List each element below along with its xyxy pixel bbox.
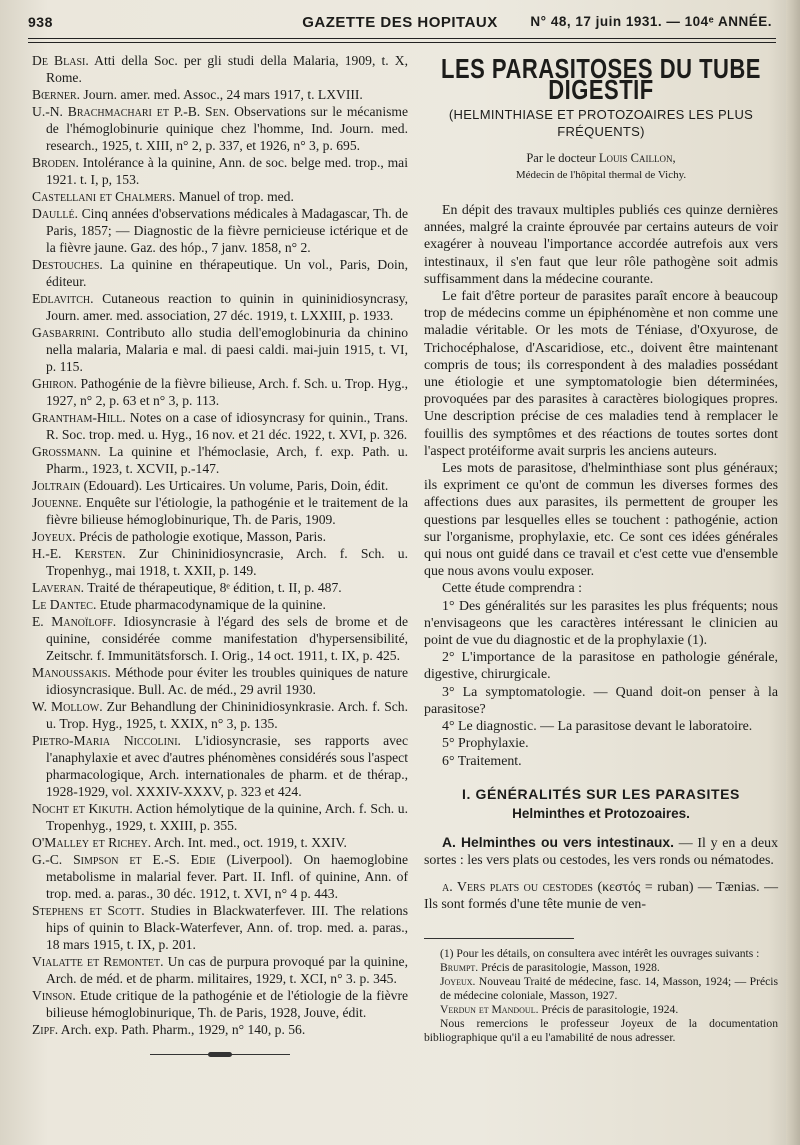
issue-info: N° 48, 17 juin 1931. — 104ᵉ ANNÉE.	[530, 14, 772, 29]
reference-author: Laveran.	[32, 580, 85, 595]
reference-author: Bœrner.	[32, 87, 81, 102]
reference-entry	[32, 290, 408, 324]
reference-entry	[32, 902, 408, 953]
reference-entry	[32, 732, 408, 800]
reference-author: De Blasi.	[32, 53, 89, 68]
reference-entry	[32, 596, 408, 613]
footnote-work	[424, 1003, 778, 1017]
reference-entry	[32, 477, 408, 494]
reference-entry	[32, 443, 408, 477]
reference-author: Vinson.	[32, 988, 76, 1003]
reference-author: Joyeux.	[32, 529, 76, 544]
header-rule	[28, 38, 776, 39]
reference-text: La quinine et l'hémoclasie, Arch, f. exp. Path. u. Pharm., 1923, t. XCVII, p.-147.	[46, 444, 408, 476]
reference-text: Méthode pour éviter les troubles quiniques de nature idiosyncrasique. Bull. Ac. de méd., 29 avril 1930.	[46, 665, 408, 697]
reference-author: E. Manoïloff.	[32, 614, 117, 629]
reference-entry	[32, 1021, 408, 1038]
reference-author: O'Malley et Richey.	[32, 835, 152, 850]
author-prefix: Par le docteur	[526, 151, 599, 165]
footnote-work	[424, 961, 778, 975]
reference-text: Zur Chininidiosyncrasie, Arch. f. Sch. u. Tropenhyg., mai 1918, t. XXII, p. 149.	[46, 546, 408, 578]
footnote-intro: (1) Pour les détails, on consultera avec intérêt les ouvrages suivants :	[440, 946, 760, 960]
reference-author: Ghiron.	[32, 376, 77, 391]
subsection-lead: a. Vers plats ou cestodes	[442, 880, 593, 896]
reference-text: Idiosyncrasie à l'égard des sels de brome et de quinine, considérée comme manifestation d'hypersensibilité, Zeitschr. f. Immunitätsforsch. I. Orig., 14 oct. 1911, t. IX, p. 425.	[46, 614, 408, 663]
reference-text: Atti della Soc. per gli studi della Malaria, 1909, t. X, Rome.	[46, 53, 408, 85]
reference-entry	[32, 834, 408, 851]
references-column	[32, 52, 408, 1058]
reference-text: Etude critique de la pathogénie et de l'étiologie de la fièvre bilieuse hémoglobinurique, Th. de Paris, 1928, Jouve, édit.	[46, 988, 408, 1020]
reference-entry	[32, 851, 408, 902]
paragraph: En dépit des travaux multiples publiés ces quinze dernières années, malgré la crainte éprouvée par certains auteurs de voir exagérer à nouveau l'importance accordée autrefois aux vers intestinaux, il s'en faut que leur rôle pathogène soit admis suffisamment dans la médecine courante.	[424, 203, 778, 287]
footnote-work	[424, 975, 778, 1003]
reference-text: La quinine en thérapeutique. Un vol., Paris, Doin, éditeur.	[46, 257, 408, 289]
paragraph: Le fait d'être porteur de parasites paraît encore à beaucoup trop de médecins comme un épiphénomène et non comme une maladie véritable. Or les mots de Téniase, d'Oxyurose, de Trichocéphalose, d'Ascaridiose, etc., doivent être maintenant compris de tous; ils correspondent à des maladies possédant une étiologie et une symptomatologie bien déterminées, provoquées par des parasites à caractères biologiques propres. Une description précise de ces maladies tend à remplacer le fouillis des symptômes et des réactions de toutes sortes dont l'aspect protéiforme avait surpris les anciens auteurs.	[424, 289, 778, 459]
reference-text: Cinq années d'observations médicales à Madagascar, Th. de Paris, 1857; — Diagnostic de la fièvre pernicieuse ictérique et de la fièvre jaune. Gaz. des hóp., 7 janv. 1858, n° 2.	[46, 206, 408, 255]
reference-entry	[32, 800, 408, 834]
reference-author: Grossmann.	[32, 444, 101, 459]
footnote-works	[424, 961, 778, 1017]
reference-entry	[32, 698, 408, 732]
reference-author: H.-E. Kersten.	[32, 546, 126, 561]
paragraph: Cette étude comprendra :	[442, 581, 583, 597]
reference-author: G.-C. Simpson et E.-S. Edie	[32, 852, 216, 867]
reference-entry	[32, 86, 408, 103]
reference-entry	[32, 987, 408, 1021]
footnote-work-text: Précis de parasitologie, 1924.	[538, 1002, 679, 1016]
page-number: 938	[28, 14, 53, 30]
reference-text: (Edouard). Les Urticaires. Un volume, Paris, Doin, édit.	[80, 478, 389, 493]
plan-item: 5° Prophylaxie.	[442, 736, 529, 752]
reference-text: Cutaneous reaction to quinin in quininidiosyncrasy, Journ. amer. med. association, 27 déc. 1919, t. LXXIII, p. 1933.	[46, 291, 408, 323]
footnote-work-text: Nouveau Traité de médecine, fasc. 14, Masson, 1924; — Précis de médecine coloniale, Masson, 1927.	[440, 974, 778, 1002]
reference-entry	[32, 409, 408, 443]
reference-entry	[32, 528, 408, 545]
plan-item: 6° Traitement.	[442, 753, 522, 769]
reference-author: Joltrain	[32, 478, 81, 493]
reference-author: Broden.	[32, 155, 79, 170]
reference-entry	[32, 494, 408, 528]
section-heading: I. GÉNÉRALITÉS SUR LES PARASITES	[462, 785, 740, 802]
reference-author: Stephens et Scott.	[32, 903, 145, 918]
reference-author: Edlavitch.	[32, 291, 94, 306]
header-rule-thin	[28, 42, 776, 43]
reference-author: Manoussakis.	[32, 665, 111, 680]
reference-text: Observations sur le mécanisme de l'hémoglobinurie quinique chez l'homme, Ind. Journ. med. research., 1925, t. XIII, n° 2, p. 337, et 1926, n° 3, p. 695.	[46, 104, 408, 153]
reference-text: Manuel of trop. med.	[175, 189, 294, 204]
plan-item: 3° La symptomatologie. — Quand doit-on penser à la parasitose?	[424, 684, 778, 717]
reference-list	[32, 52, 408, 1038]
reference-text: Intolérance à la quinine, Ann. de soc. belge med. trop., mai 1921. t. I, p, 153.	[46, 155, 408, 187]
reference-author: U.-N. Brachmachari et P.-B. Sen.	[32, 104, 230, 119]
reference-author: Gasbarrini.	[32, 325, 100, 340]
reference-text: Zur Behandlung der Chininidiosynkrasie. Arch. f. Sch. u. Trop. Hyg., 1925, t. XXIX, n° 3, p. 135.	[46, 699, 408, 731]
reference-entry	[32, 52, 408, 86]
subsection-helminthes	[424, 834, 778, 869]
reference-author: Destouches.	[32, 257, 103, 272]
reference-author: Castellani et Chalmers.	[32, 189, 176, 204]
journal-title: GAZETTE DES HOPITAUX	[302, 14, 498, 31]
reference-author: Jouenne.	[32, 495, 82, 510]
reference-text: Contributo allo studia dell'emoglobinuria da chinino nella malaria, Malaria e mal. di paesi caldi. mai-juin 1915, t. VI, p. 115.	[46, 325, 408, 374]
article-author	[424, 150, 778, 167]
footnote-work-author: Joyeux.	[440, 974, 476, 988]
article-subtitle: (HELMINTHIASE ET PROTOZOAIRES LES PLUS FRÉQUENTS)	[448, 107, 754, 139]
section-subheading: Helminthes et Protozoaires.	[512, 805, 690, 821]
footnote-work-author: Brumpt.	[440, 960, 479, 974]
reference-text: Enquête sur l'étiologie, la pathogénie et le traitement de la fièvre bilieuse hémoglobinurique, Th. de Paris, 1909.	[46, 495, 408, 527]
reference-entry	[32, 205, 408, 256]
author-affiliation: Médecin de l'hôpital thermal de Vichy.	[515, 169, 687, 181]
reference-entry	[32, 154, 408, 188]
footnote-rule	[424, 938, 574, 939]
reference-entry	[32, 324, 408, 375]
reference-author: Vialatte et Remontet.	[32, 954, 164, 969]
end-ornament	[150, 1052, 290, 1058]
reference-author: Grantham-Hill.	[32, 410, 126, 425]
footnote-work-author: Verdun et Mandoul.	[440, 1002, 539, 1016]
reference-text: Arch. exp. Path. Pharm., 1929, n° 140, p. 56.	[58, 1022, 306, 1037]
subsection-cestodes	[424, 879, 778, 913]
page-edge	[786, 0, 800, 1145]
reference-author: Zipf.	[32, 1022, 59, 1037]
running-header	[28, 14, 772, 36]
reference-entry	[32, 545, 408, 579]
reference-author: W. Mollow.	[32, 699, 103, 714]
reference-text: Pathogénie de la fièvre bilieuse, Arch. f. Sch. u. Trop. Hyg., 1927, n° 2, p. 63 et n° 3, p. 113.	[46, 376, 408, 408]
footnote-thanks: Nous remercions le professeur Joyeux de la documentation bibliographique qu'il a eu l'amabilité de nous adresser.	[424, 1016, 778, 1044]
reference-entry	[32, 256, 408, 290]
subsection-text: (κεστός = ruban) — Tænias. — Ils sont formés d'une tête munie de ven-	[424, 880, 778, 913]
reference-author: Daullé.	[32, 206, 78, 221]
reference-author: Nocht et Kikuth.	[32, 801, 133, 816]
reference-text: Notes on a case of idiosyncrasy for quinin., Trans. R. Soc. trop. med. u. Hyg., 16 nov. et 21 déc. 1922, t. XVI, p. 326.	[46, 410, 408, 442]
article-title: LES PARASITOSES DU TUBE DIGESTIF	[441, 52, 761, 106]
reference-text: (Liverpool). On haemoglobine metabolisme in malarial fever. Part. II. Infl. of quinine, Ann. of trop. med. a. paras., 30 déc. 1912, t. XVI, n° 4 p. 443.	[46, 852, 408, 901]
author-name: Louis Caillon,	[598, 151, 676, 165]
plan-item: 1° Des généralités sur les parasites les plus fréquents; nous n'envisageons que les caractères intéressant le clinicien au point de vue du diagnostic et de la prophylaxie (1).	[424, 598, 778, 649]
reference-author: Pietro-Maria Niccolini.	[32, 733, 181, 748]
plan-item: 4° Le diagnostic. — La parasitose devant le laboratoire.	[442, 719, 753, 735]
reference-entry	[32, 664, 408, 698]
subsection-text: — Il y en a deux sortes : les vers plats ou cestodes, les vers ronds ou nématodes.	[424, 835, 779, 868]
reference-text: Journ. amer. med. Assoc., 24 mars 1917, t. LXVIII.	[80, 87, 363, 102]
reference-text: L'idiosyncrasie, ses rapports avec l'anaphylaxie et avec d'autres phénomènes considérés sous l'aspect pharmacologique, Arch. internationales de pharm. et de thérap., 1928-1929, vol. XXXIV-XXXV, p. 323 et 424.	[46, 733, 408, 799]
reference-author: Le Dantec.	[32, 597, 97, 612]
reference-entry	[32, 613, 408, 664]
plan-item: 2° L'importance de la parasitose en pathologie générale, digestive, chirurgicale.	[424, 650, 778, 683]
subsection-lead: A. Helminthes ou vers intestinaux.	[442, 833, 674, 850]
footnote-work-text: Précis de parasitologie, Masson, 1928.	[478, 960, 660, 974]
reference-entry	[32, 375, 408, 409]
reference-text: Précis de pathologie exotique, Masson, Paris.	[75, 529, 326, 544]
reference-entry	[32, 188, 408, 205]
reference-text: Traité de thérapeutique, 8ᵉ édition, t. II, p. 487.	[84, 580, 342, 595]
paragraph: Les mots de parasitose, d'helminthiase sont plus généraux; ils expriment ce qu'ont de commun les diverses formes des affections dues aux parasites, ils permettent de grouper les questions par lesquelles elles se touchent : pathogénie, action sur l'organisme, prophylaxie, etc. Ce sont ces idées générales qui nous ont guidé dans ce travail et c'est cette vue d'ensemble que nous avons voulu exposer.	[424, 461, 778, 580]
reference-entry	[32, 103, 408, 154]
reference-text: Action hémolytique de la quinine, Arch. f. Sch. u. Tropenhyg., 1929, t. XXIII, p. 355.	[46, 801, 408, 833]
article-column	[424, 52, 778, 1045]
reference-text: Studies in Blackwaterfever. III. The relations hips of quinin to Black-Waterfever, Ann. of. trop. med. a. paras., 18 mars 1915, t. IX, p. 201.	[46, 903, 408, 952]
reference-entry	[32, 579, 408, 596]
reference-entry	[32, 953, 408, 987]
reference-text: Un cas de purpura provoqué par la quinine, Arch. de méd. et de pharm. militaires, 1929, t. XCI, n° 3. p. 345.	[46, 954, 408, 986]
reference-text: Etude pharmacodynamique de la quinine.	[96, 597, 326, 612]
reference-text: Arch. Int. med., oct. 1919, t. XXIV.	[151, 835, 347, 850]
